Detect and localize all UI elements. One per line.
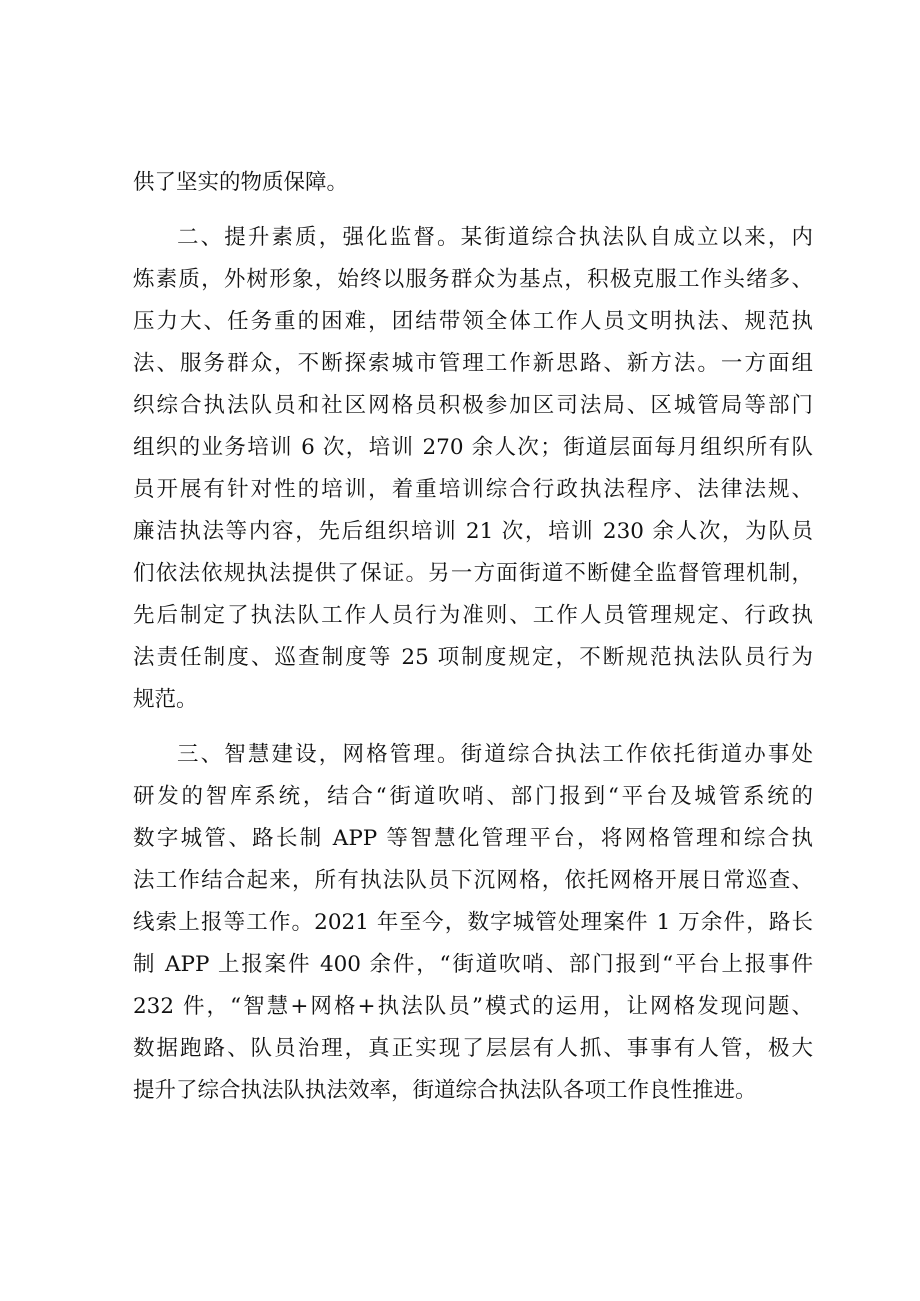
text-line: 232 件，“智慧+网格+执法队员”模式的运用，让网格发现问题、 xyxy=(133,994,813,1019)
text-line: 们依法依规执法提供了保证。另一方面街道不断健全监督管理机制， xyxy=(133,561,813,586)
text-line: 法工作结合起来，所有执法队员下沉网格，依托网格开展日常巡查、 xyxy=(133,868,813,893)
document-body xyxy=(133,162,813,1112)
text-line: 炼素质，外树形象，始终以服务群众为基点，积极克服工作头绪多、 xyxy=(133,267,813,292)
text-line: 研发的智库系统，结合“街道吹哨、部门报到“平台及城管系统的 xyxy=(133,784,813,809)
text-line: 织综合执法队员和社区网格员积极参加区司法局、区城管局等部门 xyxy=(133,393,813,418)
text-line: 供了坚实的物质保障。 xyxy=(133,170,349,195)
text-line: 线索上报等工作。2021 年至今，数字城管处理案件 1 万余件，路长 xyxy=(133,910,813,935)
paragraph-2 xyxy=(133,217,813,721)
text-line: 压力大、任务重的困难，团结带领全体工作人员文明执法、规范执 xyxy=(133,309,813,334)
paragraph-1 xyxy=(133,162,813,204)
text-line: 二、提升素质，强化监督。某街道综合执法队自成立以来，内 xyxy=(177,225,813,250)
text-line: 三、智慧建设，网格管理。街道综合执法工作依托街道办事处 xyxy=(177,742,813,767)
text-line: 数字城管、路长制 APP 等智慧化管理平台，将网格管理和综合执 xyxy=(133,826,813,851)
text-line: 先后制定了执法队工作人员行为准则、工作人员管理规定、行政执 xyxy=(133,603,813,628)
text-line: 提升了综合执法队执法效率，街道综合执法队各项工作良性推进。 xyxy=(133,1078,757,1103)
text-line: 数据跑路、队员治理，真正实现了层层有人抓、事事有人管，极大 xyxy=(133,1036,813,1061)
text-line: 组织的业务培训 6 次，培训 270 余人次；街道层面每月组织所有队 xyxy=(133,435,813,460)
text-line: 制 APP 上报案件 400 余件，“街道吹哨、部门报到“平台上报事件 xyxy=(133,952,813,977)
text-line: 规范。 xyxy=(133,687,198,712)
text-line: 法责任制度、巡查制度等 25 项制度规定，不断规范执法队员行为 xyxy=(133,645,813,670)
text-line: 员开展有针对性的培训，着重培训综合行政执法程序、法律法规、 xyxy=(133,477,813,502)
text-line: 廉洁执法等内容，先后组织培训 21 次，培训 230 余人次，为队员 xyxy=(133,519,813,544)
text-line: 法、服务群众，不断探索城市管理工作新思路、新方法。一方面组 xyxy=(133,351,813,376)
paragraph-3 xyxy=(133,734,813,1112)
